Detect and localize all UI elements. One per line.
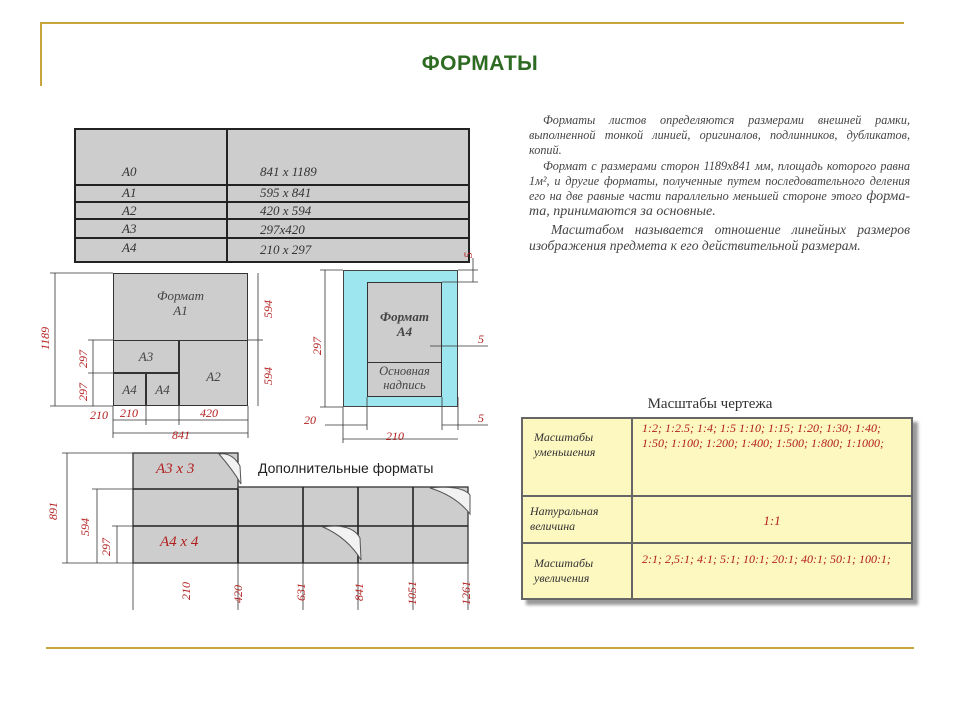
- description-p3: Масштабом называется отношение линейных размеров изображения предмета к его действительной размерам.: [529, 222, 910, 254]
- description-p1: Форматы листов определяются размерами внешней рамки, выполненной тонкой линией, оригиналов, подлинников, дубликатов, копий.: [529, 113, 910, 158]
- scale-values-enlargement: 2:1; 2,5:1; 4:1; 5:1; 10:1; 20:1; 40:1; 50:1; 100:1;: [642, 552, 891, 566]
- additional-formats-title: Дополнительные форматы: [258, 460, 434, 476]
- dim-594-extra: 594: [78, 518, 92, 536]
- scale-label-natural: Натуральная величина: [530, 504, 599, 533]
- format-name: А4: [122, 240, 137, 255]
- dim-297-bottom: 297: [76, 383, 90, 401]
- format-a1-line1: Формат: [157, 288, 204, 303]
- dim-594-bottom: 594: [261, 367, 275, 385]
- format-size: 595 x 841: [260, 185, 312, 200]
- dim-210-left: 210: [90, 408, 108, 422]
- dim-594-top: 594: [261, 300, 275, 318]
- a4-dim-297: 297: [310, 337, 324, 355]
- format-name: А1: [122, 185, 137, 200]
- format-a1-line2: А1: [173, 303, 188, 318]
- dim-420: 420: [200, 406, 218, 420]
- format-size: 297x420: [260, 222, 305, 237]
- dim-891: 891: [46, 502, 60, 520]
- page-title: ФОРМАТЫ: [421, 52, 539, 75]
- dim-210-mid: 210: [120, 406, 138, 420]
- bottom-dim: 210: [179, 582, 193, 600]
- scales-table: [521, 417, 913, 600]
- scale-values-natural: 1:1: [763, 513, 781, 528]
- bottom-dim: 1261: [459, 581, 473, 605]
- description-p2-b: форма-та, принимаются за основные.: [529, 189, 910, 220]
- format-name: А2: [122, 203, 137, 218]
- format-size: 420 x 594: [260, 203, 312, 218]
- a3x3-label: А3 х 3: [156, 461, 195, 477]
- dim-841: 841: [172, 428, 190, 442]
- format-size: 841 x 1189: [260, 164, 317, 179]
- a4-dim-5-top: 5: [461, 252, 475, 258]
- bottom-dim: 420: [231, 585, 245, 603]
- a4-dim-20: 20: [304, 413, 316, 427]
- dim-297-extra: 297: [99, 538, 113, 556]
- scale-label-enlargement: Масштабы увеличения: [534, 556, 594, 585]
- a4x4-label: А4 х 4: [160, 534, 199, 550]
- description-p2: [529, 159, 910, 220]
- dim-1189: 1189: [38, 326, 52, 350]
- a4-right-label: А4: [155, 382, 170, 397]
- description-p2-a: Формат с размерами сторон 1189х841 мм, площадь которого равна 1м², и другие форматы, полученные путем последовательного деления его на две равные части параллельно меньшей стороне этого: [529, 158, 910, 204]
- a4-dim-5-right: 5: [478, 332, 484, 346]
- a4-format-line2: А4: [396, 324, 413, 339]
- description: [529, 113, 910, 254]
- dim-297-top: 297: [76, 350, 90, 368]
- a4-left-label: А4: [122, 382, 137, 397]
- scales-title: Масштабы чертежа: [647, 396, 773, 412]
- a4-dim-5-bottom: 5: [478, 411, 484, 425]
- format-name: А0: [122, 164, 137, 179]
- bottom-dim: 841: [352, 583, 366, 601]
- a4-format-line1: Формат: [380, 309, 429, 324]
- scale-values-reduction: 1:2; 1:2.5; 1:4; 1:5 1:10; 1:15; 1:20; 1:30; 1:40; 1:50; 1:100; 1:200; 1:400; 1:500; 1:800; 1:1000;: [642, 421, 884, 451]
- scale-label-reduction: Масштабы уменьшения: [534, 430, 596, 459]
- a4-dim-210: 210: [386, 429, 404, 443]
- format-size: 210 x 297: [260, 242, 312, 257]
- stamp-line1: Основная: [379, 364, 430, 378]
- bottom-dim: 1051: [405, 581, 419, 605]
- a2-label: А2: [206, 369, 221, 384]
- format-name: А3: [122, 221, 137, 236]
- bottom-dim: 631: [294, 583, 308, 601]
- stamp-line2: надпись: [383, 378, 426, 392]
- a3-label: А3: [138, 349, 154, 364]
